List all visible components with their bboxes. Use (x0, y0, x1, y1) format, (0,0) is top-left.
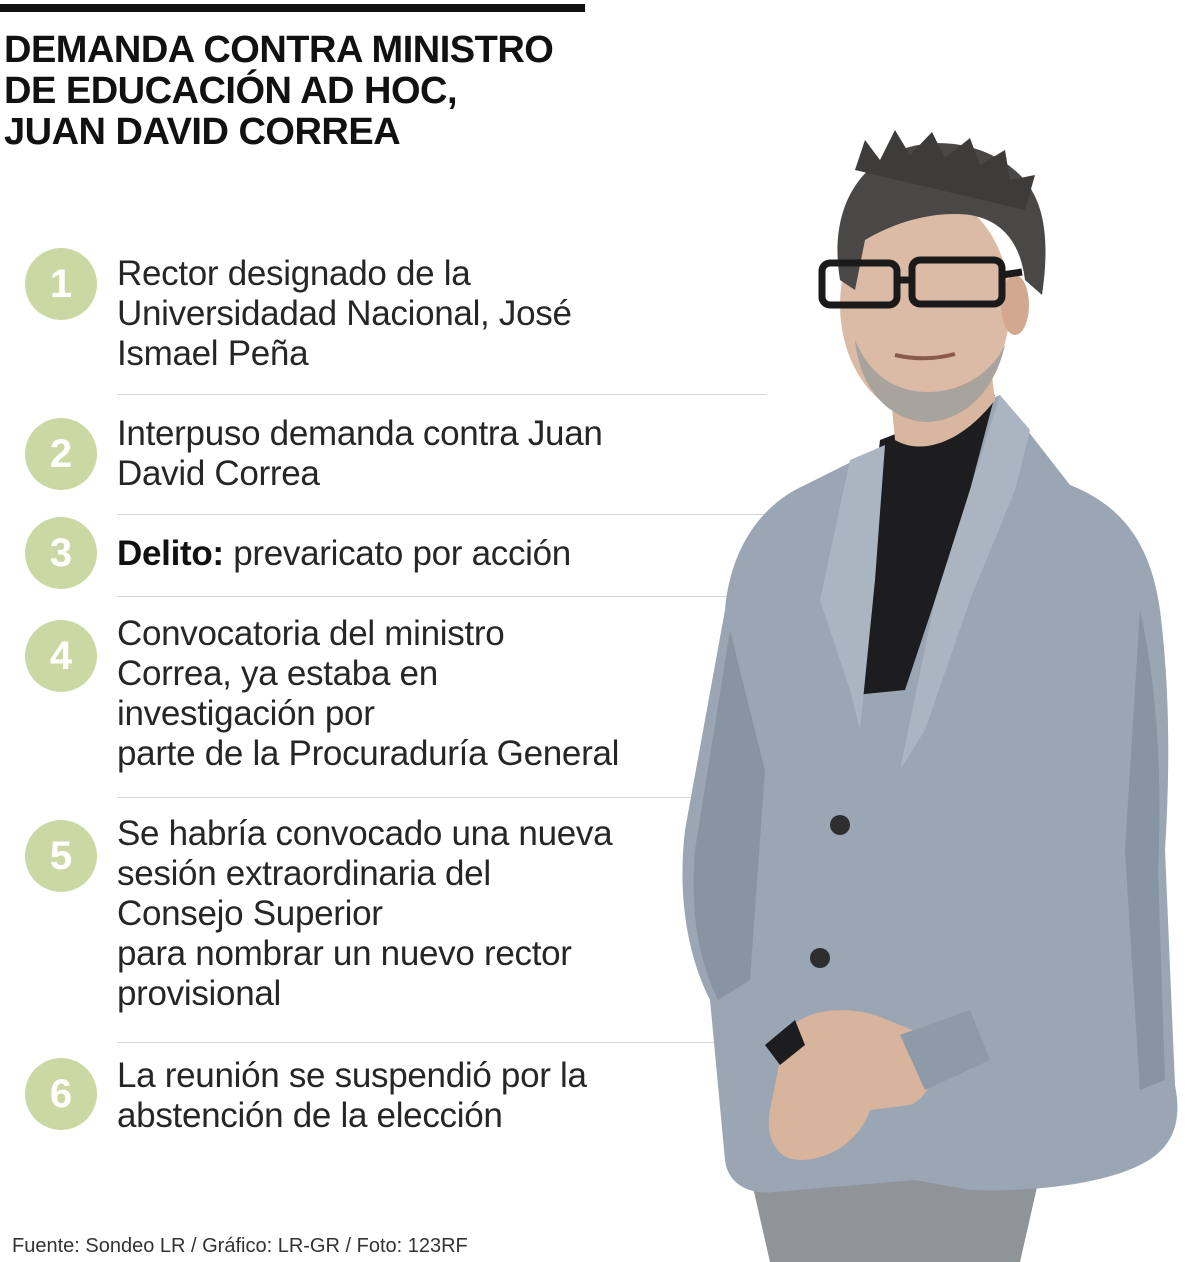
item-6-line-2: abstención de la elección (117, 1096, 503, 1135)
source-credit: Fuente: Sondeo LR / Gráfico: LR-GR / Foto: 123RF (12, 1235, 468, 1257)
item-text-2 (117, 414, 677, 494)
item-4-line-3: investigación por (117, 694, 375, 733)
number-badge-4: 4 (25, 620, 97, 692)
item-5-line-2: sesión extraordinaria del (117, 854, 491, 893)
item-4-line-1: Convocatoria del ministro (117, 614, 505, 653)
jacket-button-1 (830, 815, 850, 835)
number-badge-6: 6 (25, 1058, 97, 1130)
jacket-button-2 (810, 948, 830, 968)
item-5-line-1: Se habría convocado una nueva (117, 814, 613, 853)
title-line-1: DEMANDA CONTRA MINISTRO (4, 29, 554, 71)
number-badge-2: 2 (25, 418, 97, 490)
number-badge-5: 5 (25, 820, 97, 892)
portrait-photo (670, 130, 1190, 1262)
title-line-3: JUAN DAVID CORREA (4, 111, 401, 153)
item-text-1 (117, 254, 677, 374)
item-2-line-1: Interpuso demanda contra Juan (117, 414, 603, 453)
item-3-bold-label: Delito: (117, 534, 224, 573)
top-rule (0, 4, 585, 12)
item-3-line-1 (117, 534, 677, 574)
item-5-line-5: provisional (117, 974, 282, 1013)
item-6-line-1: La reunión se suspendió por la (117, 1056, 587, 1095)
item-1-line-2: Universidadad Nacional, José (117, 294, 572, 333)
item-2-line-2: David Correa (117, 454, 320, 493)
page-title (4, 30, 644, 153)
item-text-3 (117, 534, 677, 574)
item-text-5 (117, 814, 677, 1014)
number-badge-3: 3 (25, 517, 97, 589)
item-text-6 (117, 1056, 677, 1136)
item-1-line-3: Ismael Peña (117, 334, 309, 373)
item-5-line-3: Consejo Superior (117, 894, 383, 933)
item-3-rest: prevaricato por acción (223, 534, 571, 573)
item-1-line-1: Rector designado de la (117, 254, 471, 293)
item-4-line-4: parte de la Procuraduría General (117, 734, 620, 773)
item-text-4 (117, 614, 677, 774)
number-badge-1: 1 (25, 248, 97, 320)
title-line-2: DE EDUCACIÓN AD HOC, (4, 70, 458, 112)
item-4-line-2: Correa, ya estaba en (117, 654, 438, 693)
item-5-line-4: para nombrar un nuevo rector (117, 934, 572, 973)
